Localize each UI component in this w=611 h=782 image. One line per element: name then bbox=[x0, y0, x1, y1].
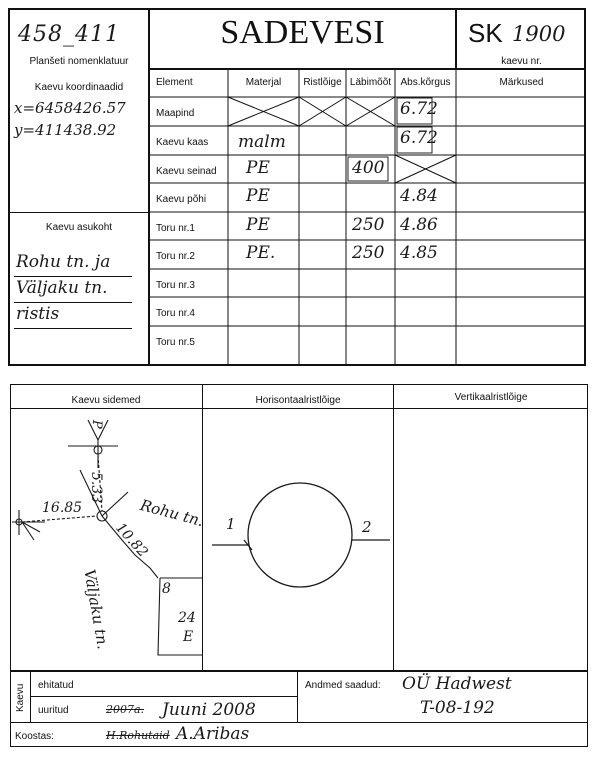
value-boxes bbox=[348, 98, 432, 181]
surveyed-old-value: 2007a. bbox=[106, 703, 145, 716]
cell-abs: 4.86 bbox=[400, 215, 438, 235]
panel-title-horizontal: Horisontaalristlõige bbox=[255, 395, 341, 406]
distance-diagonal: 10.82 bbox=[112, 520, 151, 561]
well-side-label: Kaevu bbox=[15, 683, 26, 712]
surveyed-value: Juuni 2008 bbox=[162, 700, 256, 720]
crossed-cells bbox=[228, 97, 456, 183]
row-element-name: Kaevu põhi bbox=[156, 194, 207, 205]
cell-abs: 4.84 bbox=[400, 186, 438, 206]
built-label: ehitatud bbox=[38, 680, 74, 691]
col-header-section: Ristlõige bbox=[303, 77, 342, 88]
cell-material: PE bbox=[246, 186, 270, 206]
cell-diameter: 250 bbox=[352, 243, 385, 263]
street-label-rohu: Rohu tn. bbox=[138, 496, 206, 531]
distance-left: 16.85 bbox=[42, 500, 83, 516]
horizontal-section-sketch bbox=[212, 483, 390, 587]
building-type: E bbox=[183, 629, 194, 645]
col-header-element: Element bbox=[156, 77, 193, 88]
page-title: SADEVESI bbox=[220, 14, 385, 51]
cell-abs: 6.72 bbox=[400, 128, 438, 148]
compiled-label: Koostas: bbox=[15, 731, 54, 742]
point-label-p: P bbox=[89, 420, 104, 429]
table-grid-lines bbox=[148, 68, 586, 366]
data-source-company: OÜ Hadwest bbox=[402, 674, 512, 694]
manhole-circle bbox=[248, 483, 352, 587]
col-header-abs: Abs.kõrgus bbox=[400, 77, 451, 88]
building-floors: 24 bbox=[178, 610, 196, 626]
compiled-old-value: H.Rohutaid bbox=[106, 729, 170, 742]
col-header-material: Materjal bbox=[245, 77, 282, 88]
col-header-notes: Märkused bbox=[499, 77, 544, 88]
row-element-name: Toru nr.2 bbox=[156, 251, 195, 262]
pipe-label-2: 2 bbox=[362, 518, 372, 536]
location-line-3: ristis bbox=[16, 304, 60, 324]
well-number: 1900 bbox=[512, 22, 566, 46]
cell-diameter: 250 bbox=[352, 215, 385, 235]
cell-diameter: 400 bbox=[352, 158, 385, 178]
cell-material: PE bbox=[246, 215, 270, 235]
coordinates-label: Kaevu koordinaadid bbox=[34, 82, 124, 93]
row-element-name: Maapind bbox=[156, 108, 195, 119]
well-label: kaevu nr. bbox=[501, 56, 542, 67]
cell-material: malm bbox=[238, 132, 286, 152]
row-element-name: Kaevu seinad bbox=[156, 166, 217, 177]
location-line-1: Rohu tn. ja bbox=[16, 252, 111, 272]
surveyed-label: uuritud bbox=[38, 705, 69, 716]
panel-title-vertical: Vertikaalristlõige bbox=[454, 392, 528, 403]
cell-abs: 4.85 bbox=[400, 243, 438, 263]
coordinate-x: x=6458426.57 bbox=[14, 99, 126, 117]
sheet-label: Planšeti nomenklatuur bbox=[29, 56, 129, 67]
compiled-value: A.Aribas bbox=[176, 724, 250, 744]
row-element-name: Toru nr.5 bbox=[156, 337, 195, 348]
well-prefix: SK bbox=[468, 18, 503, 48]
location-label: Kaevu asukoht bbox=[45, 222, 113, 233]
pipe-label-1: 1 bbox=[226, 515, 236, 533]
distance-top: 5.33 bbox=[88, 472, 104, 504]
panel-title-connections: Kaevu sidemed bbox=[71, 395, 141, 406]
row-element-name: Toru nr.1 bbox=[156, 223, 195, 234]
row-element-name: Toru nr.4 bbox=[156, 308, 195, 319]
coordinate-y: y=411438.92 bbox=[14, 121, 117, 139]
data-source-label: Andmed saadud: bbox=[305, 680, 381, 691]
data-source-code: T-08-192 bbox=[420, 698, 495, 718]
connections-sketch bbox=[12, 420, 202, 655]
location-line-2: Väljaku tn. bbox=[16, 278, 108, 298]
cell-material: PE bbox=[246, 158, 270, 178]
sheet-number: 458_411 bbox=[18, 22, 120, 47]
row-element-name: Toru nr.3 bbox=[156, 280, 195, 291]
street-label-valjaku: Väljaku tn. bbox=[80, 568, 113, 651]
cell-material: PE. bbox=[246, 243, 276, 263]
row-element-name: Kaevu kaas bbox=[156, 137, 209, 148]
col-header-diameter: Läbimõõt bbox=[349, 77, 392, 88]
cell-abs: 6.72 bbox=[400, 99, 438, 119]
building-number: 8 bbox=[162, 581, 171, 597]
